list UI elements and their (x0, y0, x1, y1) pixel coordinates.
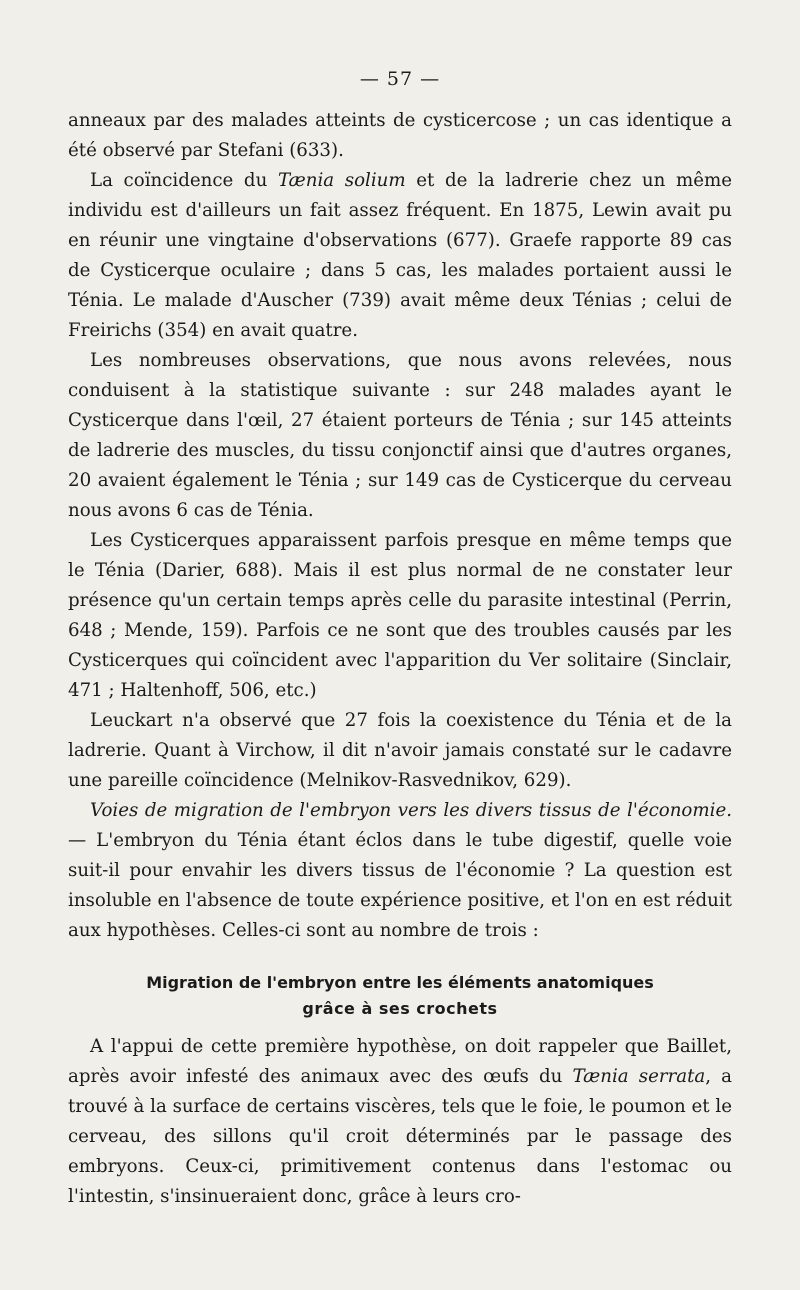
paragraph-3: Les nombreuses observations, que nous avons relevées, nous conduisent à la statistique suivante : sur 248 malades ayant le Cysticerque dans l'œil, 27 étaient porteurs de Ténia ; sur 145 atteints de ladrerie des muscles, du tissu conjonctif ainsi que d'autres organes, 20 avaient également le Ténia ; sur 149 cas de Cysticerque du cerveau nous avons 6 cas de Ténia. (68, 350, 732, 521)
section-heading (68, 970, 732, 1022)
paragraph-final-text-after: , a trouvé à la surface de certains viscères, tels que le foie, le poumon et le cerveau, des sillons qu'il croit déterminés par le passage des embryons. Ceux-ci, primitivement contenus dans l'estomac ou l'intestin, s'insinueraient donc, grâce à leurs cro- (68, 1066, 733, 1207)
paragraph-6-text: — L'embryon du Ténia étant éclos dans le tube digestif, quelle voie suit-il pour envahir les divers tissus de l'économie ? La question est insoluble en l'absence de toute expérience positive, et l'on en est réduit aux hypothèses. Celles-ci sont au nombre de trois : (68, 830, 732, 941)
paragraph-final-italic-term: Tænia serrata (572, 1066, 706, 1087)
paragraph-2-text-before: La coïncidence du (90, 170, 278, 191)
paragraph-final (68, 1032, 732, 1212)
section-heading-line-2: grâce à ses crochets (302, 999, 498, 1018)
paragraph-6-italic-lead: Voies de migration de l'embryon vers les divers tissus de l'économie. (90, 800, 732, 821)
paragraph-final-text-before: A l'appui de cette première hypothèse, on doit rappeler que Baillet, après avoir infesté des animaux avec des œufs du (68, 1036, 732, 1087)
document-page (68, 68, 732, 1212)
page-number: — 57 — (359, 68, 441, 90)
paragraph-1: anneaux par des malades atteints de cysticercose ; un cas identique a été observé par Stefani (633). (68, 110, 732, 161)
section-heading-line-1: Migration de l'embryon entre les éléments anatomiques (146, 973, 654, 992)
paragraph-5: Leuckart n'a observé que 27 fois la coexistence du Ténia et de la ladrerie. Quant à Virchow, il dit n'avoir jamais constaté sur le cadavre une pareille coïncidence (Melnikov-Rasvednikov, 629). (68, 710, 732, 791)
paragraph-2-text-after: et de la ladrerie chez un même individu est d'ailleurs un fait assez fréquent. En 1875, Lewin avait pu en réunir une vingtaine d'observations (677). Graefe rapporte 89 cas de Cysticerque oculaire ; dans 5 cas, les malades portaient aussi le Ténia. Le malade d'Auscher (739) avait même deux Ténias ; celui de Freirichs (354) en avait quatre. (68, 170, 732, 341)
paragraph-6 (68, 796, 732, 946)
paragraph-2 (68, 166, 732, 346)
paragraph-4: Les Cysticerques apparaissent parfois presque en même temps que le Ténia (Darier, 688). Mais il est plus normal de ne constater leur présence qu'un certain temps après celle du parasite intestinal (Perrin, 648 ; Mende, 159). Parfois ce ne sont que des troubles causés par les Cysticerques qui coïncident avec l'apparition du Ver solitaire (Sinclair, 471 ; Haltenhoff, 506, etc.) (68, 530, 732, 701)
paragraph-2-italic-term: Tænia solium (277, 170, 406, 191)
